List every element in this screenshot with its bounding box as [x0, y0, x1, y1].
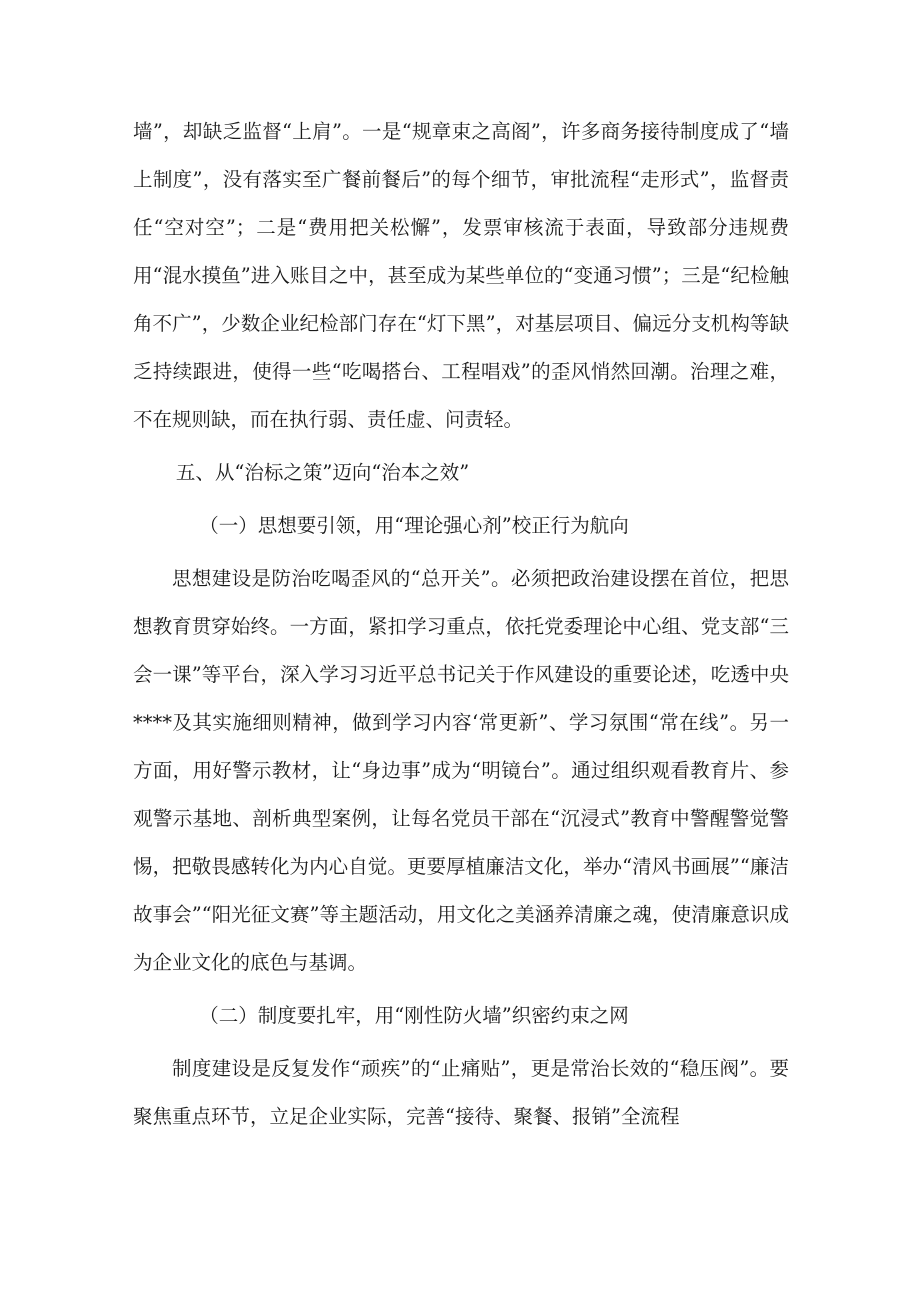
paragraph-continuation: 墙”，却缺乏监督“上肩”。一是“规章束之高阁”，许多商务接待制度成了“墙上制度”，没有落实至广餐前餐后”的每个细节，审批流程“走形式”，监督责任“空对空”；二是“费用把关松懈”，发票审核流于表面，导致部分违规费用“混水摸鱼”进入账目之中，甚至成为某些单位的“变通习惯”；三是“纪检触角不广”，少数企业纪检部门存在“灯下黑”，对基层项目、偏远分支机构等缺乏持续跟进，使得一些“吃喝搭台、工程唱戏”的歪风悄然回潮。治理之难，不在规则缺，而在执行弱、责任虚、问责轻。: [133, 120, 789, 431]
subsection-heading-1: （一）思想要引领，用“理论强心剂”校正行为航向: [199, 514, 629, 537]
subsection-heading-2: （二）制度要扎牢，用“刚性防火墙”织密约束之网: [199, 1004, 629, 1027]
section-heading: 五、从“治标之策”迈向“治本之效”: [175, 461, 470, 484]
paragraph-ideology: 思想建设是防治吃喝歪风的“总开关”。必须把政治建设摆在首位，把思想教育贯穿始终。一方面，紧扣学习重点，依托党委理论中心组、党支部“三会一课”等平台，深入学习习近平总书记关于作风建设的重要论述，吃透中央****及其实施细则精神，做到学习内容‘常更新”、学习氛围“常在线”。另一方面，用好警示教材，让“身边事”成为“明镜台”。通过组织观看教育片、参观警示基地、剖析典型案例，让每名党员干部在“沉浸式”教育中警醒警觉警惕，把敬畏感转化为内心自觉。更要厚植廉洁文化，举办“清风书画展”“廉洁故事会”“阳光征文赛”等主题活动，用文化之美涵养清廉之魂，使清廉意识成为企业文化的底色与基调。: [133, 567, 789, 974]
paragraph-institution: 制度建设是反复发作“顽疾”的“止痛贴”，更是常治长效的“稳压阀”。要聚焦重点环节，立足企业实际，完善“接待、聚餐、报销”全流程: [133, 1057, 789, 1128]
document-body: [133, 108, 789, 1146]
